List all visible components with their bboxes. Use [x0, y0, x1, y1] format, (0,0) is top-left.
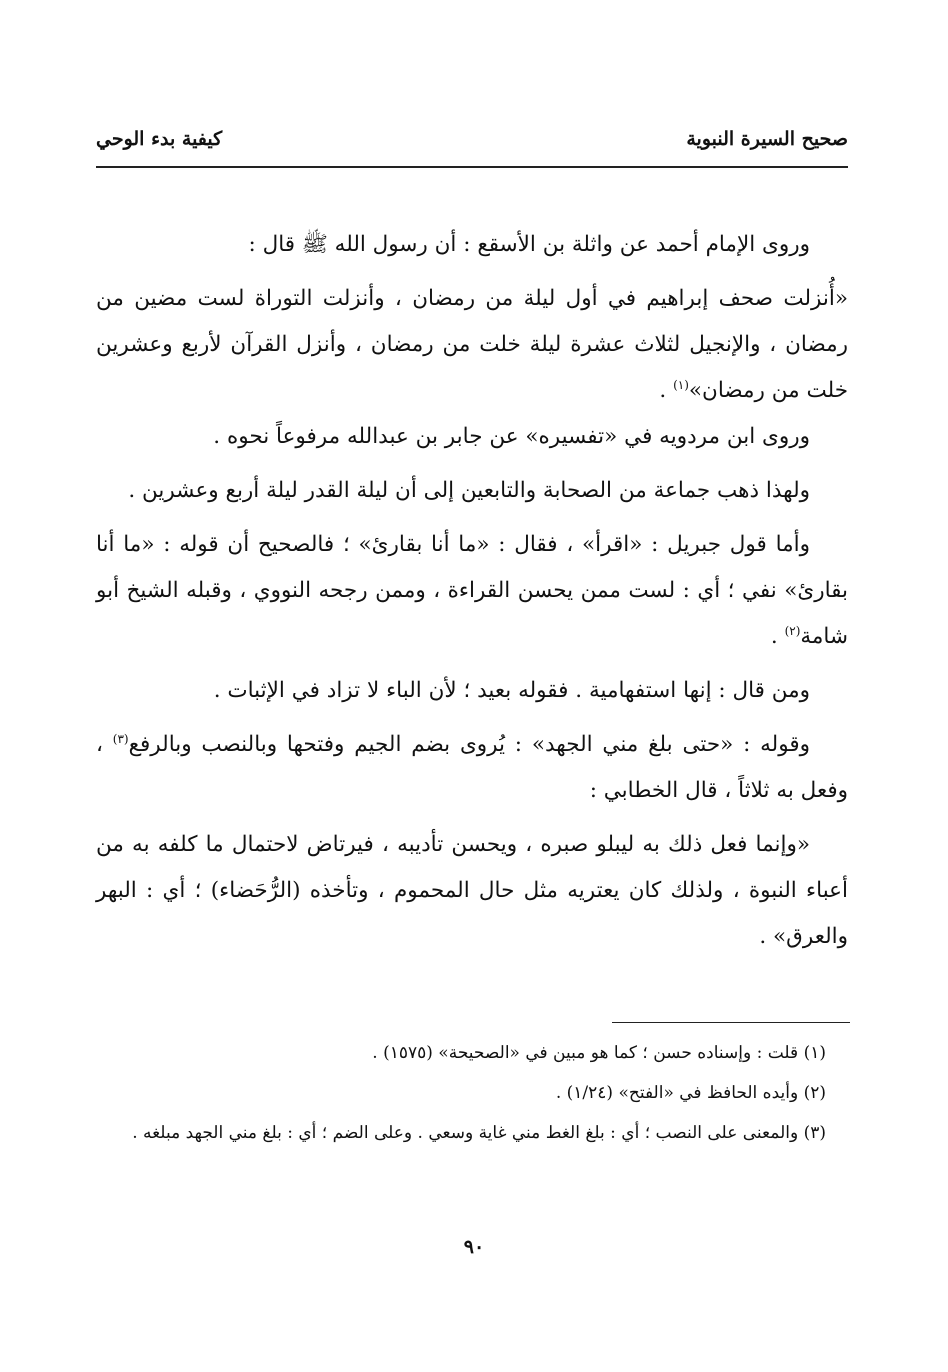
al-jahd-text: وقوله : «حتى بلغ مني الجهد» : يُروى بضم الجيم وفتحها وبالنصب وبالرفع	[128, 732, 810, 757]
jibril-iqra-text: وأما قول جبريل : «اقرأ» ، فقال : «ما أنا بقارئ» ؛ فالصحيح أن قوله : «ما أنا بقارئ» نفي ؛ أي : لست ممن يحسن القراءة ، وممن رجحه النووي ، وقبله الشيخ أبو شامة	[96, 532, 848, 649]
paragraph-khattabi-quote: «وإنما فعل ذلك به ليبلو صبره ، ويحسن تأديبه ، فيرتاض لاحتمال ما كلفه به من أعباء النبوة ، ولذلك كان يعتريه مثل حال المحموم ، وتأخذه (الرُّحَضاء) ؛ أي : البهر والعرق» .	[96, 832, 848, 949]
footnotes	[108, 1036, 848, 1156]
al-jahd-end: ، وفعل به ثلاثاً ، قال الخطابي :	[96, 732, 848, 803]
footnote-2: (٢) وأيده الحافظ في «الفتح» (١/٢٤) .	[555, 1083, 826, 1103]
paragraph-hadith-quote	[96, 276, 848, 414]
paragraph-ibn-mardawayh: وروى ابن مردويه في «تفسيره» عن جابر بن عبدالله مرفوعاً نحوه .	[213, 424, 810, 449]
footnote-divider	[612, 1022, 850, 1023]
chapter-title: كيفية بدء الوحي	[96, 128, 223, 150]
footnote-ref-3[interactable]: (٣)	[112, 731, 129, 746]
paragraph-jibril-iqra	[96, 522, 848, 660]
footnote-1: (١) قلت : وإسناده حسن ؛ كما هو مبين في «الصحيحة» (١٥٧٥) .	[372, 1043, 826, 1063]
footnote-3: (٣) والمعنى على النصب ؛ أي : بلغ الغط مني غاية وسعي . وعلى الضم ؛ أي : بلغ مني الجهد مبلغه .	[132, 1123, 826, 1143]
running-header	[96, 128, 848, 162]
paragraph-al-jahd	[96, 722, 848, 814]
jibril-iqra-end: .	[770, 624, 785, 649]
main-text	[96, 222, 848, 968]
header-divider	[96, 166, 848, 168]
book-title: صحيح السيرة النبوية	[686, 128, 848, 150]
hadith-quote-end: .	[659, 378, 674, 403]
page-number: ٩٠	[463, 1236, 485, 1258]
paragraph-hadith-intro: وروى الإمام أحمد عن واثلة بن الأسقع : أن رسول الله ﷺ قال :	[248, 232, 810, 257]
paragraph-istifhamiyya: ومن قال : إنها استفهامية . فقوله بعيد ؛ لأن الباء لا تزاد في الإثبات .	[213, 678, 810, 703]
hadith-quote-text: «أُنزلت صحف إبراهيم في أول ليلة من رمضان ، وأنزلت التوراة لست مضين من رمضان ، والإنجيل لثلاث عشرة ليلة خلت من رمضان ، وأنزل القرآن لأربع وعشرين خلت من رمضان»	[96, 286, 848, 403]
footnote-ref-2[interactable]: (٢)	[784, 623, 801, 638]
footnote-ref-1[interactable]: (١)	[673, 377, 689, 392]
paragraph-laylat-al-qadr: ولهذا ذهب جماعة من الصحابة والتابعين إلى أن ليلة القدر ليلة أربع وعشرين .	[128, 478, 810, 503]
